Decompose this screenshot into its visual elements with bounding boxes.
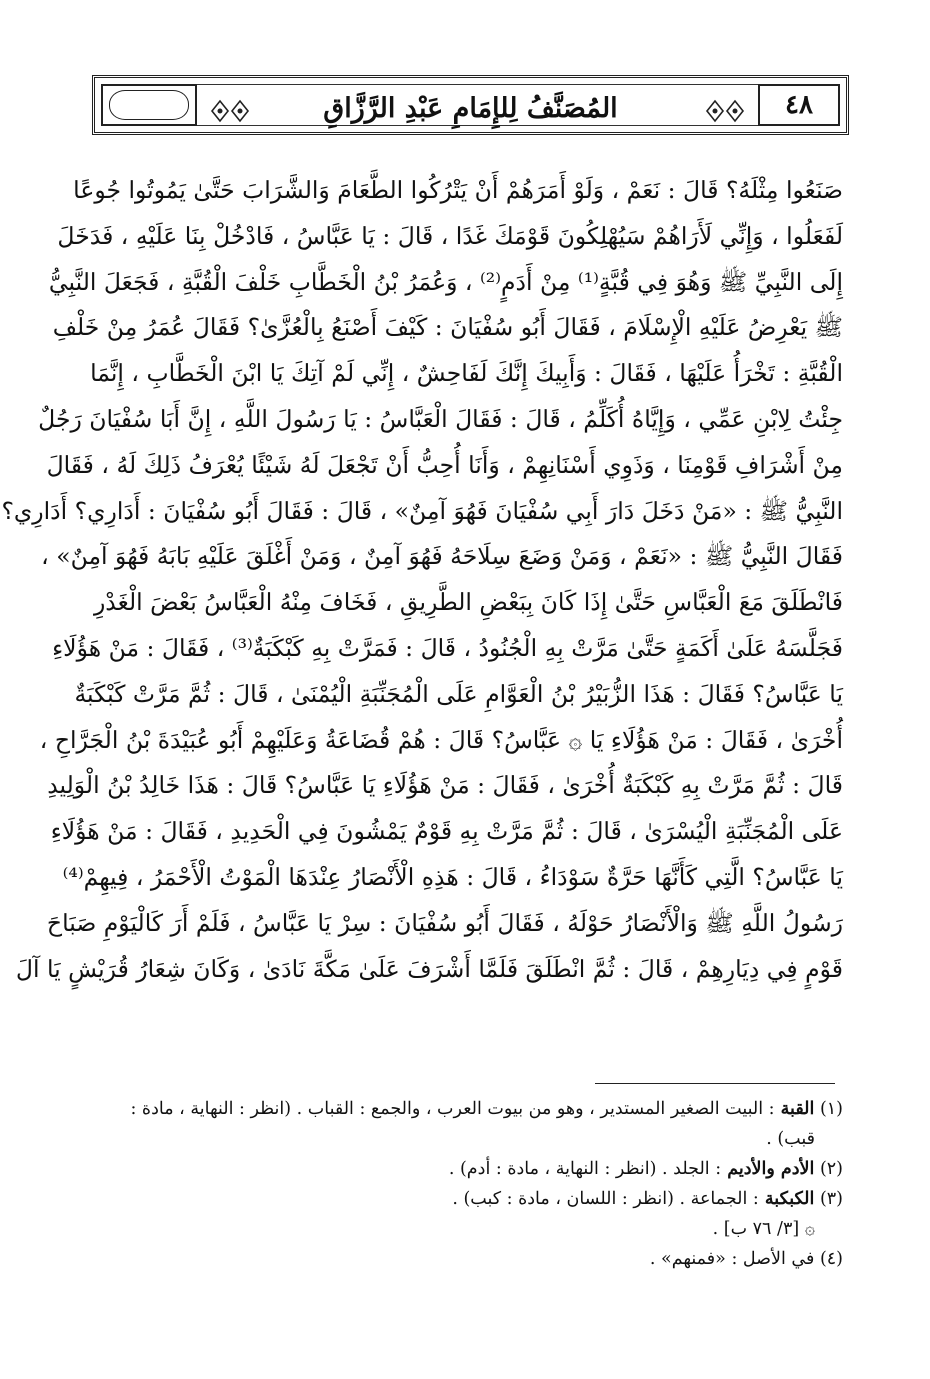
text-line: الْقُبَّةِ : تَخْرَأُ عَلَيْهَا ، فَقَالَ : وَأَبِيكَ إِنَّكَ لَفَاحِشٌ ، إِنِّي لَمْ آتِكَ يَا ابْنَ الْخَطَّابِ ، إِنَّمَا — [90, 359, 843, 388]
footnote-separator — [595, 1083, 835, 1084]
footnote — [100, 1184, 843, 1214]
footnote-number: (١) — [814, 1099, 843, 1119]
text-line: فَقَالَ النَّبِيُّ ﷺ : «نَعَمْ ، وَمَنْ وَضَعَ سِلَاحَهُ فَهُوَ آمِنٌ ، وَمَنْ أَغْلَقَ عَلَيْهِ بَابَهُ فَهُوَ آمِنٌ» ، — [41, 542, 843, 571]
text-line: يَا عَبَّاسُ؟ فَقَالَ : هَذَا الزُّبَيْرُ بْنُ الْعَوَّامِ عَلَى الْمُجَنِّبَةِ الْيُمْنَىٰ ، قَالَ : ثُمَّ مَرَّتْ كَبْكَبَةٌ — [74, 679, 843, 708]
text-line: قَوْمٍ فِي دِيَارِهِمْ ، قَالَ : ثُمَّ انْطَلَقَ فَلَمَّا أَشْرَفَ عَلَىٰ مَكَّةَ نَادَىٰ ، وَكَانَ شِعَارُ قُرَيْشٍ يَا آلَ — [15, 954, 843, 983]
footnote-text: في الأصل : «فمنهم» . — [649, 1249, 815, 1269]
seal-logo-icon — [101, 84, 197, 126]
text-line: صَنَعُوا مِثْلَهُ؟ قَالَ : نَعَمْ ، وَلَوْ أَمَرَهُمْ أَنْ يَتْرُكُوا الطَّعَامَ وَالشَّرَابَ حَتَّىٰ يَمُوتُوا جُوعًا — [73, 176, 843, 204]
text-line: فَجَلَّسَهُ عَلَىٰ أَكَمَةٍ حَتَّىٰ مَرَّتْ بِهِ الْجُنُودُ ، قَالَ : فَمَرَّتْ بِهِ كَبْكَبَةٌ⁽³⁾ ، فَقَالَ : مَنْ هَؤُلَاءِ — [52, 633, 843, 662]
page-number: ٤٨ — [758, 84, 840, 126]
footnote-number: (٢) — [814, 1159, 843, 1179]
footnote-term: الكبكبة — [758, 1189, 815, 1209]
footnote-text: : الجماعة . (انظر : اللسان ، مادة : كبب) . — [452, 1189, 759, 1209]
footnote-text: : البيت الصغير المستدير ، وهو من بيوت العرب ، والجمع : القباب . (انظر : النهاية ، مادة : — [130, 1099, 775, 1119]
footnote — [100, 1214, 843, 1244]
footnote-continuation: قبب) . — [766, 1129, 815, 1149]
text-line: قَالَ : ثُمَّ مَرَّتْ بِهِ كَبْكَبَةٌ أُخْرَىٰ ، فَقَالَ : مَنْ هَؤُلَاءِ يَا عَبَّاسُ؟ قَالَ : هَذَا خَالِدُ بْنُ الْوَلِيدِ — [47, 771, 843, 800]
header-title: المُصَنَّفُ لِلإِمَامِ عَبْدِ الرَّزَّاقِ — [323, 93, 618, 124]
text-line: يَا عَبَّاسُ؟ الَّتِي كَأَنَّهَا حَرَّةٌ سَوْدَاءُ ، قَالَ : هَذِهِ الْأَنْصَارُ عِنْدَهَا الْمَوْتُ الْأَحْمَرُ ، فِيهِمْ⁽⁴⁾ — [62, 862, 843, 891]
footnote — [100, 1244, 843, 1274]
text-line: رَسُولُ اللَّهِ ﷺ وَالْأَنْصَارُ حَوْلَهُ ، فَقَالَ أَبُو سُفْيَانَ : سِرْ يَا عَبَّاسُ ، فَلَمْ أَرَ كَالْيَوْمِ صَبَاحَ — [46, 908, 843, 937]
text-line: إِلَى النَّبِيِّ ﷺ وَهُوَ فِي قُبَّةٍ⁽¹⁾ مِنْ أَدَمٍ⁽²⁾ ، وَعُمَرُ بْنُ الْخَطَّابِ خَلْفَ الْقُبَّةِ ، فَجَعَلَ النَّبِيُّ — [48, 267, 843, 296]
text-line: فَانْطَلَقَ مَعَ الْعَبَّاسِ حَتَّىٰ إِذَا كَانَ بِبَعْضِ الطَّرِيقِ ، فَخَافَ مِنْهُ الْعَبَّاسُ بَعْضَ الْغَدْرِ — [93, 588, 843, 617]
header-frame — [101, 84, 840, 126]
footnote-text: ۞ [٣/ ٧٦ ب] . — [712, 1219, 815, 1239]
main-text — [1, 168, 843, 992]
text-line: مِنْ أَشْرَافِ قَوْمِنَا ، وَذَوِي أَسْنَانِهِمْ ، وَأَنَا أُحِبُّ أَنْ تَجْعَلَ لَهُ شَيْئًا يُعْرَفُ ذَلِكَ لَهُ ، فَقَالَ — [46, 450, 843, 479]
text-line: ﷺ يَعْرِضُ عَلَيْهِ الْإِسْلَامَ ، فَقَالَ أَبُو سُفْيَانَ : كَيْفَ أَصْنَعُ بِالْعُزَّىٰ؟ فَقَالَ عُمَرُ مِنْ خَلْفِ — [52, 313, 843, 342]
ornament-right-icon — [705, 95, 745, 127]
footnote-term: الأدم والأديم — [721, 1159, 815, 1179]
text-line: عَلَى الْمُجَنِّبَةِ الْيُسْرَىٰ ، قَالَ : ثُمَّ مَرَّتْ بِهِ قَوْمٌ يَمْشُونَ فِي الْحَدِيدِ ، فَقَالَ : مَنْ هَؤُلَاءِ — [50, 817, 843, 846]
footnote-number: (٤) — [814, 1249, 843, 1269]
footnote-text: : الجلد . (انظر : النهاية ، مادة : أدم) . — [448, 1159, 722, 1179]
text-line: النَّبِيُّ ﷺ : «مَنْ دَخَلَ دَارَ أَبِي سُفْيَانَ فَهُوَ آمِنٌ» ، قَالَ : فَقَالَ أَبُو سُفْيَانَ : أَدَارِي؟ أَدَارِي؟ — [1, 496, 843, 525]
text-line: أُخْرَىٰ ، فَقَالَ : مَنْ هَؤُلَاءِ يَا ۞ عَبَّاسُ؟ قَالَ : هُمْ قُضَاعَةُ وَعَلَيْهِمْ أَبُو عُبَيْدَةَ بْنُ الْجَرَّاحِ ، — [39, 725, 843, 754]
footnote — [100, 1094, 843, 1124]
text-line: لَفَعَلُوا ، وَإِنِّي لَأَرَاهُمْ سَيُهْلِكُونَ قَوْمَكَ غَدًا ، قَالَ : يَا عَبَّاسُ ، فَادْخُلْ بِنَا عَلَيْهِ ، فَدَخَلَ — [57, 221, 843, 250]
footnotes — [100, 1094, 843, 1274]
seal-oval — [109, 90, 189, 120]
text-line: جِئْتُ لِابْنِ عَمِّي ، وَإِيَّاهُ أُكَلِّمُ ، قَالَ : فَقَالَ الْعَبَّاسُ : يَا رَسُولَ اللَّهِ ، إِنَّ أَبَا سُفْيَانَ رَجُلٌ — [38, 404, 843, 433]
footnote-number: (٣) — [814, 1189, 843, 1209]
footnote-term: القبة — [774, 1099, 815, 1119]
page-header — [92, 75, 849, 135]
footnote — [100, 1154, 843, 1184]
